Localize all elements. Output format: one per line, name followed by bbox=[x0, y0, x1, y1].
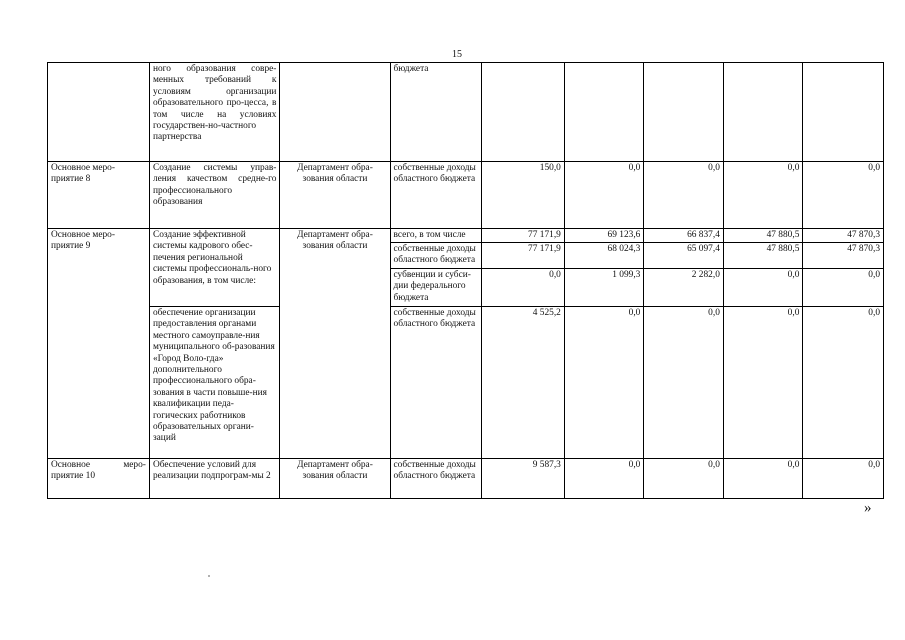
cell-source: бюджета bbox=[390, 63, 482, 162]
cell-value: 0,0 bbox=[644, 459, 724, 499]
cell-value: 77 171,9 bbox=[482, 243, 565, 269]
cell-value: 2 282,0 bbox=[644, 269, 724, 307]
cell-value: 0,0 bbox=[723, 459, 803, 499]
cell-value: 47 880,5 bbox=[723, 243, 803, 269]
page-number: 15 bbox=[452, 49, 462, 60]
cell-value: 0,0 bbox=[723, 307, 803, 459]
cell-name bbox=[48, 63, 150, 162]
cell-value: 0,0 bbox=[644, 307, 724, 459]
table-row bbox=[48, 459, 884, 499]
cell-name: Основное меро-приятие 10 bbox=[48, 459, 150, 499]
cell-source: всего, в том числе bbox=[390, 229, 482, 243]
cell-value: 4 525,2 bbox=[482, 307, 565, 459]
cell-value: 9 587,3 bbox=[482, 459, 565, 499]
cell-value: 0,0 bbox=[723, 162, 803, 229]
cell-value: 0,0 bbox=[803, 269, 884, 307]
cell-value: 0,0 bbox=[564, 459, 644, 499]
cell-description: обеспечение организации предоставления органами местного самоуправле-ния муниципального об-разования «Город Воло-гда» дополнительного профессионального обра-зования в части повыше-ния квалификации педа-гогических работников образовательных органи-заций bbox=[149, 307, 279, 459]
cell-value bbox=[723, 63, 803, 162]
continuation-mark: » bbox=[864, 500, 872, 516]
scan-speck bbox=[208, 575, 210, 577]
cell-value bbox=[564, 63, 644, 162]
cell-executor: Департамент обра-зования области bbox=[280, 459, 390, 499]
cell-value bbox=[803, 63, 884, 162]
cell-name: Основное меро-приятие 9 bbox=[48, 229, 150, 459]
cell-name: Основное меро-приятие 8 bbox=[48, 162, 150, 229]
cell-value: 1 099,3 bbox=[564, 269, 644, 307]
cell-source: собственные доходы областного бюджета bbox=[390, 162, 482, 229]
cell-value bbox=[644, 63, 724, 162]
cell-value: 47 870,3 bbox=[803, 229, 884, 243]
table-row bbox=[48, 63, 884, 162]
cell-value: 0,0 bbox=[723, 269, 803, 307]
cell-value: 0,0 bbox=[564, 307, 644, 459]
table-row bbox=[48, 162, 884, 229]
cell-source: собственные доходы областного бюджета bbox=[390, 307, 482, 459]
cell-value: 69 123,6 bbox=[564, 229, 644, 243]
cell-value: 0,0 bbox=[482, 269, 565, 307]
cell-source: собственные доходы областного бюджета bbox=[390, 243, 482, 269]
cell-description: Создание эффективной системы кадрового обес-печения региональной системы профессиональ-ного образования, в том числе: bbox=[149, 229, 279, 307]
cell-description: ного образования совре-менных требований к условиям организации образовательного про-цесса, в том числе на условиях государствен-но-частного партнерства bbox=[149, 63, 279, 162]
cell-executor bbox=[280, 63, 390, 162]
cell-source: субвенции и субси-дии федерального бюджета bbox=[390, 269, 482, 307]
cell-executor: Департамент обра-зования области bbox=[280, 162, 390, 229]
cell-value: 150,0 bbox=[482, 162, 565, 229]
cell-source: собственные доходы областного бюджета bbox=[390, 459, 482, 499]
cell-value: 0,0 bbox=[803, 459, 884, 499]
table-row bbox=[48, 229, 884, 243]
cell-value: 47 880,5 bbox=[723, 229, 803, 243]
cell-description: Обеспечение условий для реализации подпрограм-мы 2 bbox=[149, 459, 279, 499]
cell-value: 0,0 bbox=[803, 162, 884, 229]
cell-value bbox=[482, 63, 565, 162]
cell-value: 66 837,4 bbox=[644, 229, 724, 243]
cell-value: 65 097,4 bbox=[644, 243, 724, 269]
cell-value: 68 024,3 bbox=[564, 243, 644, 269]
cell-value: 0,0 bbox=[803, 307, 884, 459]
cell-value: 47 870,3 bbox=[803, 243, 884, 269]
cell-value: 77 171,9 bbox=[482, 229, 565, 243]
cell-value: 0,0 bbox=[564, 162, 644, 229]
cell-executor: Департамент обра-зования области bbox=[280, 229, 390, 459]
cell-value: 0,0 bbox=[644, 162, 724, 229]
table-row bbox=[48, 307, 884, 459]
cell-description: Создание системы управ-ления качеством средне-го профессионального образования bbox=[149, 162, 279, 229]
budget-table bbox=[47, 62, 884, 499]
